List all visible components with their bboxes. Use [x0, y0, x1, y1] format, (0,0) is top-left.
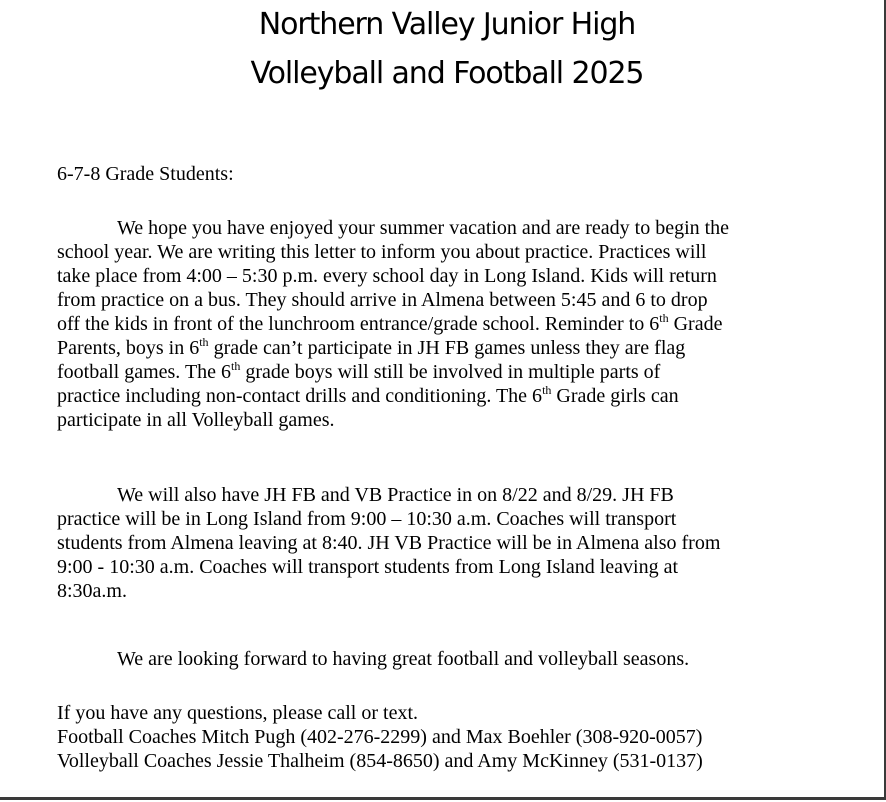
line-text: grade can’t participate in JH FB games unless they are flag: [208, 337, 686, 359]
paragraph-line: students from Almena leaving at 8:40. JH VB Practice will be in Almena also from: [57, 532, 721, 554]
contact-block: [57, 701, 857, 773]
line-text: Grade girls can: [551, 385, 679, 407]
ordinal-suffix: th: [231, 359, 241, 373]
paragraph-line: take place from 4:00 – 5:30 p.m. every school day in Long Island. Kids will return: [57, 265, 717, 287]
paragraph-practice-schedule: [57, 216, 857, 432]
line-text: grade boys will still be involved in multiple parts of: [240, 361, 661, 383]
ordinal-suffix: th: [542, 383, 552, 397]
title-line-2: Volleyball and Football 2025: [250, 56, 644, 91]
paragraph-line: participate in all Volleyball games.: [57, 409, 335, 431]
paragraph-line: 8:30a.m.: [57, 580, 127, 602]
paragraph-line: [57, 312, 857, 336]
line-text: Parents, boys in 6: [57, 337, 200, 359]
greeting: [57, 162, 857, 186]
football-coaches-contact: Football Coaches Mitch Pugh (402-276-2299) and Max Boehler (308-920-0057): [57, 726, 703, 748]
paragraph-line: from practice on a bus. They should arrive in Almena between 5:45 and 6 to drop: [57, 289, 708, 311]
paragraph-line: school year. We are writing this letter to inform you about practice. Practices will: [57, 241, 707, 263]
paragraph-line: We will also have JH FB and VB Practice in on 8/22 and 8/29. JH FB: [117, 484, 674, 506]
paragraph-line: 9:00 - 10:30 a.m. Coaches will transport students from Long Island leaving at: [57, 556, 678, 578]
paragraph-line: We are looking forward to having great football and volleyball seasons.: [117, 648, 690, 670]
paragraph-line: [57, 360, 857, 384]
paragraph-line: We hope you have enjoyed your summer vacation and are ready to begin the: [117, 217, 730, 239]
line-text: off the kids in front of the lunchroom entrance/grade school. Reminder to 6: [57, 313, 660, 335]
title-line-1: Northern Valley Junior High: [258, 7, 636, 42]
line-text: Grade: [668, 313, 723, 335]
ordinal-suffix: th: [199, 335, 209, 349]
volleyball-coaches-contact: Volleyball Coaches Jessie Thalheim (854-8650) and Amy McKinney (531-0137): [57, 750, 703, 772]
line-text: football games. The 6: [57, 361, 232, 383]
paragraph-closing-remark: [57, 647, 857, 671]
questions-line: If you have any questions, please call or text.: [57, 702, 418, 724]
ordinal-suffix: th: [659, 311, 669, 325]
paragraph-line: [57, 336, 857, 360]
line-text: practice including non-contact drills and conditioning. The 6: [57, 385, 543, 407]
paragraph-line: [57, 384, 857, 408]
paragraph-saturday-practice: [57, 483, 857, 603]
greeting-text: 6-7-8 Grade Students:: [57, 163, 234, 185]
paragraph-line: practice will be in Long Island from 9:00 – 10:30 a.m. Coaches will transport: [57, 508, 677, 530]
